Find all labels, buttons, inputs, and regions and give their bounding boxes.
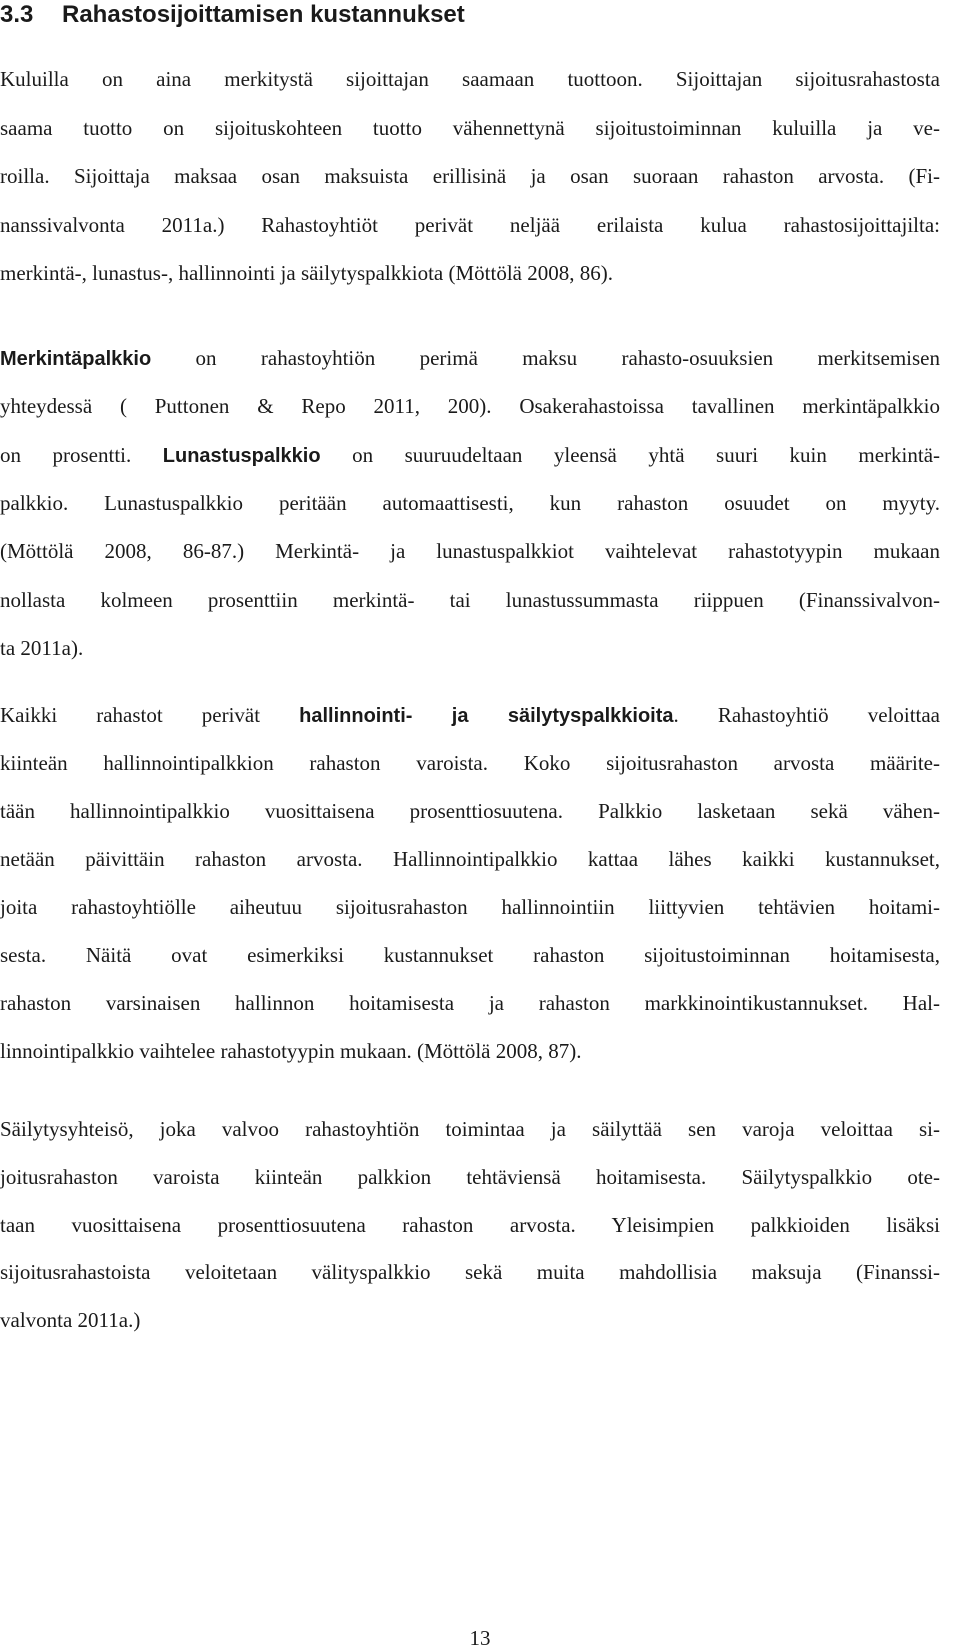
- text-run: rahaston varsinaisen hallinnon hoitamisesta ja rahaston markkinointikustannukset. Hal-: [0, 991, 940, 1015]
- text-run: valvonta 2011a.): [0, 1308, 141, 1333]
- paragraph-2-line: [0, 441, 940, 470]
- text-run: taan vuosittaisena prosenttiosuutena rahaston arvosta. Yleisimpien palkkioiden lisäksi: [0, 1212, 940, 1237]
- paragraph-2-line: [0, 537, 940, 565]
- text-run: roilla. Sijoittaja maksaa osan maksuista erillisinä ja osan suoraan rahaston arvosta. (Fi-: [0, 164, 940, 188]
- text-run: yhteydessä ( Puttonen & Repo 2011, 200). Osakerahastoissa tavallinen merkintäpalkkio: [0, 394, 940, 419]
- section-number: 3.3: [0, 1, 34, 28]
- paragraph-1-line: [0, 259, 940, 287]
- paragraph-4-line: [0, 1211, 940, 1239]
- paragraph-3-line: [0, 701, 940, 730]
- text-run: nollasta kolmeen prosenttiin merkintä- tai lunastussummasta riippuen (Finanssivalvon-: [0, 587, 940, 612]
- text-run: ta 2011a).: [0, 635, 84, 660]
- text-run: nanssivalvonta 2011a.) Rahastoyhtiöt perivät neljää erilaista kulua rahastosijoittajilta:: [0, 212, 940, 237]
- paragraph-2-line: [0, 586, 940, 614]
- paragraph-1-line: [0, 114, 940, 142]
- paragraph-2-line: [0, 489, 940, 517]
- text-run: sesta. Näitä ovat esimerkiksi kustannukset rahaston sijoitustoiminnan hoitamisesta,: [0, 943, 940, 967]
- paragraph-4-line: [0, 1115, 940, 1143]
- paragraph-3-line: [0, 749, 940, 777]
- paragraph-4-line: [0, 1306, 940, 1334]
- section-heading: [0, 0, 940, 30]
- text-run: kiinteän hallinnointipalkkion rahaston varoista. Koko sijoitusrahaston arvosta määrite-: [0, 751, 940, 775]
- bold-term: Lunastuspalkkio: [162, 444, 321, 467]
- text-run: palkkio. Lunastuspalkkio peritään automaattisesti, kun rahaston osuudet on myyty.: [0, 490, 940, 515]
- text-run: Säilytysyhteisö, joka valvoo rahastoyhtiön toimintaa ja säilyttää sen varoja veloittaa si-: [0, 1117, 940, 1141]
- paragraph-3-line: [0, 989, 940, 1017]
- text-run: Kuluilla on aina merkitystä sijoittajan saamaan tuottoon. Sijoittajan sijoitusrahastosta: [0, 67, 940, 91]
- text-run: (Möttölä 2008, 86-87.) Merkintä- ja lunastuspalkkiot vaihtelevat rahastotyypin mukaan: [0, 539, 940, 564]
- text-run: merkintä-, lunastus-, hallinnointi ja säilytyspalkkiota (Möttölä 2008, 86).: [0, 261, 613, 285]
- paragraph-2-line: [0, 634, 940, 662]
- paragraph-3-line: [0, 797, 940, 825]
- paragraph-1-line: [0, 211, 940, 239]
- page-number: 13: [469, 1626, 491, 1650]
- paragraph-3-line: [0, 1037, 940, 1065]
- text-run: linnointipalkkio vaihtelee rahastotyypin mukaan. (Möttölä 2008, 87).: [0, 1039, 582, 1063]
- paragraph-4-line: [0, 1258, 940, 1286]
- paragraph-3-line: [0, 941, 940, 969]
- paragraph-3-line: [0, 893, 940, 921]
- paragraph-1-line: [0, 162, 940, 190]
- bold-term: Merkintäpalkkio: [0, 348, 152, 370]
- bold-term: hallinnointi- ja säilytyspalkkioita: [299, 705, 674, 727]
- text-run: joitusrahaston varoista kiinteän palkkion tehtäviensä hoitamisesta. Säilytyspalkkio ote-: [0, 1164, 940, 1189]
- section-title: Rahastosijoittamisen kustannukset: [62, 1, 465, 28]
- text-run: sijoitusrahastoista veloitetaan välityspalkkio sekä muita mahdollisia maksuja (Finanssi-: [0, 1260, 940, 1285]
- paragraph-2-line: [0, 344, 940, 373]
- text-run: saama tuotto on sijoituskohteen tuotto vähennettynä sijoitustoiminnan kuluilla ja ve-: [0, 115, 940, 140]
- text-run: on rahastoyhtiön perimä maksu rahasto-osuuksien merkitsemisen: [151, 346, 940, 370]
- paragraph-4-line: [0, 1163, 940, 1191]
- paragraph-2-line: [0, 392, 940, 420]
- text-run: . Rahastoyhtiö veloittaa: [673, 703, 940, 727]
- text-run: on prosentti.: [0, 442, 163, 467]
- paragraph-3-line: [0, 845, 940, 873]
- text-run: joita rahastoyhtiölle aiheutuu sijoitusrahaston hallinnointiin liittyvien tehtävien hoitami-: [0, 895, 940, 919]
- text-run: netään päivittäin rahaston arvosta. Hallinnointipalkkio kattaa lähes kaikki kustannukset,: [0, 847, 940, 871]
- text-run: Kaikki rahastot perivät: [0, 703, 300, 727]
- paragraph-1-line: [0, 65, 940, 93]
- text-run: tään hallinnointipalkkio vuosittaisena prosenttiosuutena. Palkkio lasketaan sekä vähen-: [0, 799, 940, 823]
- text-run: on suuruudeltaan yleensä yhtä suuri kuin merkintä-: [320, 442, 941, 467]
